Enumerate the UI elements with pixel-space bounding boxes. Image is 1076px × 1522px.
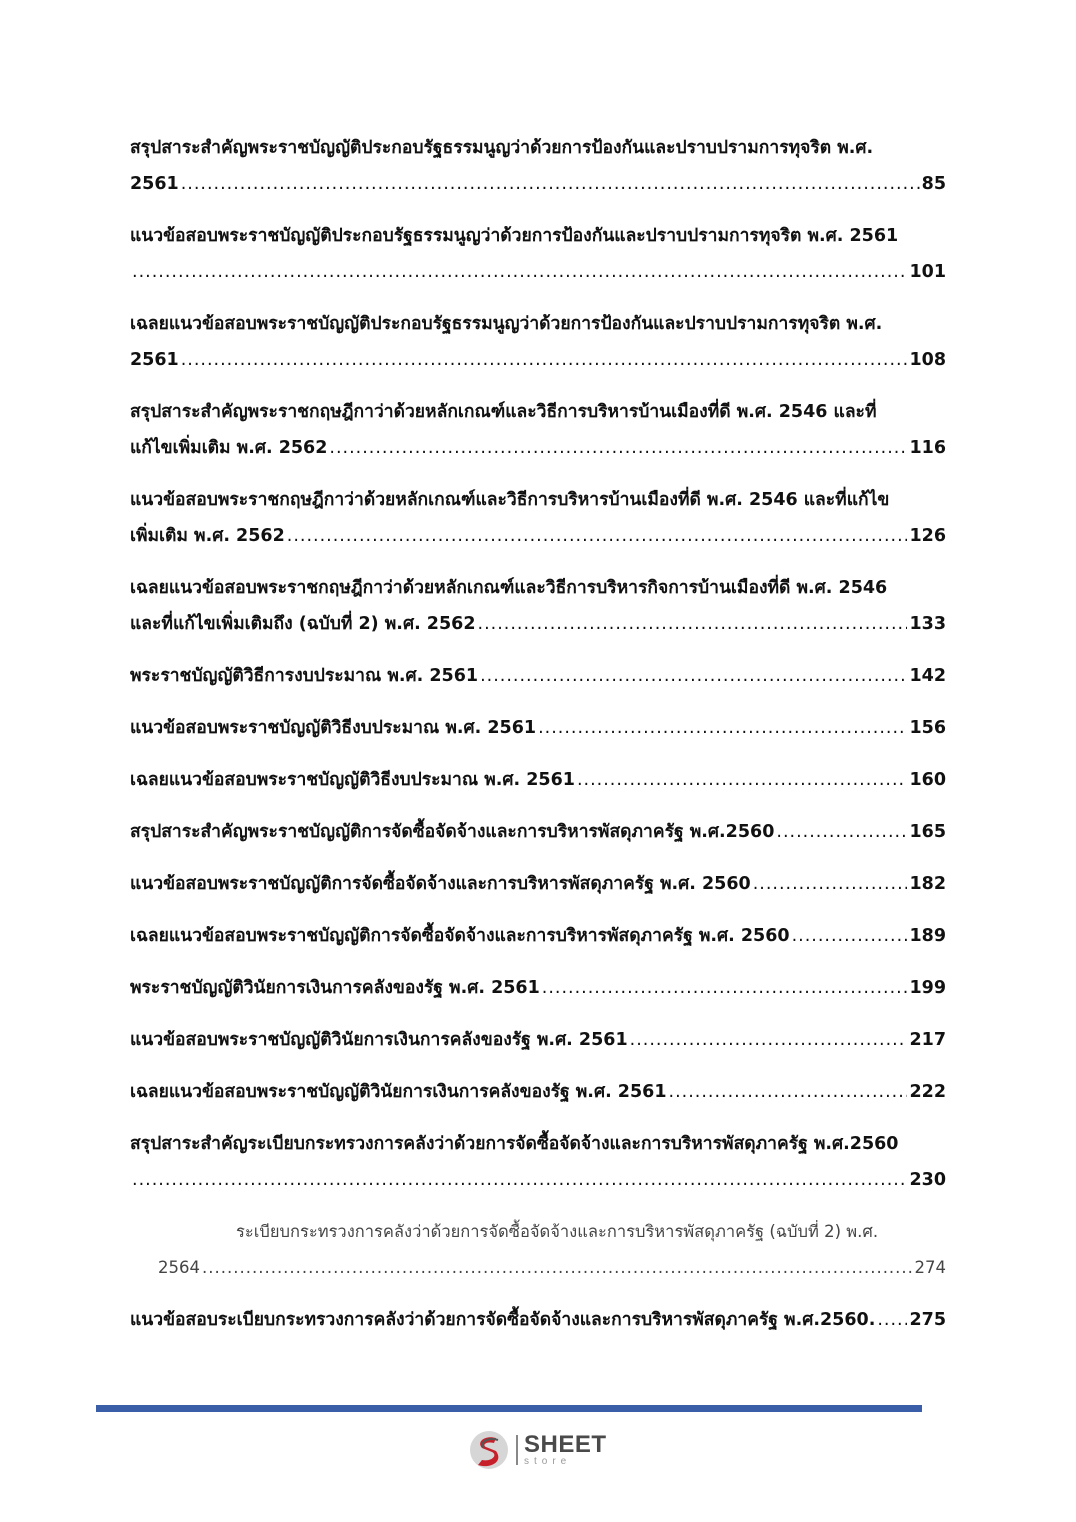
toc-entry-leader-line xyxy=(130,866,946,902)
toc-entry-leader-line xyxy=(130,1250,946,1286)
toc-entry-leader-line xyxy=(130,606,946,642)
toc-entry-title-continued: เฉลยแนวข้อสอบพระราชบัญญัติวินัยการเงินการคลังของรัฐ พ.ศ. 2561 xyxy=(130,1082,667,1102)
dot-leader xyxy=(202,1250,913,1286)
toc-entry-title-continued: 2561 xyxy=(130,350,179,370)
toc-entry-leader-line xyxy=(130,710,946,746)
toc-entry-leader-line xyxy=(130,918,946,954)
toc-page-number: 230 xyxy=(909,1170,946,1190)
logo-name: SHEET xyxy=(524,1431,607,1458)
toc-entry[interactable] xyxy=(130,1022,946,1058)
toc-page-number: 165 xyxy=(909,822,946,842)
logo-text xyxy=(524,1433,607,1467)
logo-subtitle: store xyxy=(524,1456,572,1467)
toc-entry-title-continued: แนวข้อสอบพระราชบัญญัติวิธีงบประมาณ พ.ศ. 2561 xyxy=(130,718,537,738)
toc-entry-leader-line xyxy=(130,1074,946,1110)
toc-entry-leader-line xyxy=(130,970,946,1006)
toc-entry[interactable] xyxy=(130,1214,946,1286)
toc-entry-title-continued: แนวข้อสอบระเบียบกระทรวงการคลังว่าด้วยการจัดซื้อจัดจ้างและการบริหารพัสดุภาครัฐ พ.ศ.2560. xyxy=(130,1310,876,1330)
toc-entry-leader-line xyxy=(130,342,946,378)
toc-entry-title-continued: เพิ่มเติม พ.ศ. 2562 xyxy=(130,526,285,546)
dot-leader xyxy=(753,866,908,902)
dot-leader xyxy=(630,1022,908,1058)
toc-entry-title-continued: แก้ไขเพิ่มเติม พ.ศ. 2562 xyxy=(130,438,328,458)
toc-entry-title-continued: พระราชบัญญัติวิธีการงบประมาณ พ.ศ. 2561 xyxy=(130,666,479,686)
dot-leader xyxy=(181,342,908,378)
toc-entry[interactable] xyxy=(130,1302,946,1338)
toc-page-number: 274 xyxy=(914,1258,946,1277)
table-of-contents xyxy=(130,130,946,1354)
toc-page-number: 85 xyxy=(921,174,946,194)
toc-entry[interactable] xyxy=(130,306,946,378)
dot-leader xyxy=(792,918,908,954)
toc-page-number: 126 xyxy=(909,526,946,546)
toc-page-number: 142 xyxy=(909,666,946,686)
toc-entry-title: เฉลยแนวข้อสอบพระราชบัญญัติประกอบรัฐธรรมนูญว่าด้วยการป้องกันและปราบปรามการทุจริต พ.ศ. xyxy=(130,314,883,334)
toc-entry[interactable] xyxy=(130,130,946,202)
dot-leader xyxy=(480,658,907,694)
toc-entry-title: แนวข้อสอบพระราชกฤษฎีกาว่าด้วยหลักเกณฑ์และวิธีการบริหารบ้านเมืองที่ดี พ.ศ. 2546 และที่แก้ไข xyxy=(130,490,890,510)
toc-entry[interactable] xyxy=(130,218,946,290)
sheet-store-logo xyxy=(468,1428,607,1472)
toc-page-number: 182 xyxy=(909,874,946,894)
toc-entry-title-continued: แนวข้อสอบพระราชบัญญัติการจัดซื้อจัดจ้างและการบริหารพัสดุภาครัฐ พ.ศ. 2560 xyxy=(130,874,751,894)
toc-page-number: 189 xyxy=(909,926,946,946)
footer-rule xyxy=(96,1405,922,1412)
toc-page-number: 156 xyxy=(909,718,946,738)
logo-separator xyxy=(516,1435,518,1465)
toc-entry-leader-line xyxy=(130,1022,946,1058)
toc-entry-leader-line xyxy=(130,166,946,202)
toc-entry-leader-line xyxy=(130,1302,946,1338)
toc-entry-title: สรุปสาระสำคัญพระราชกฤษฎีกาว่าด้วยหลักเกณฑ์และวิธีการบริหารบ้านเมืองที่ดี พ.ศ. 2546 และที่ xyxy=(130,402,877,422)
toc-entry-title: สรุปสาระสำคัญระเบียบกระทรวงการคลังว่าด้วยการจัดซื้อจัดจ้างและการบริหารพัสดุภาครัฐ พ.ศ.2560 xyxy=(130,1134,899,1154)
toc-entry-leader-line xyxy=(130,254,946,290)
toc-entry-title-continued: สรุปสาระสำคัญพระราชบัญญัติการจัดซื้อจัดจ้างและการบริหารพัสดุภาครัฐ พ.ศ.2560 xyxy=(130,822,775,842)
toc-entry-title-continued: เฉลยแนวข้อสอบพระราชบัญญัติวิธีงบประมาณ พ.ศ. 2561 xyxy=(130,770,575,790)
dot-leader xyxy=(478,606,908,642)
toc-page-number: 116 xyxy=(909,438,946,458)
toc-entry[interactable] xyxy=(130,866,946,902)
toc-entry-title-continued: แนวข้อสอบพระราชบัญญัติวินัยการเงินการคลังของรัฐ พ.ศ. 2561 xyxy=(130,1030,628,1050)
toc-entry-leader-line xyxy=(130,1162,946,1198)
toc-entry-leader-line xyxy=(130,814,946,850)
toc-entry-leader-line xyxy=(130,762,946,798)
dot-leader xyxy=(181,166,920,202)
toc-entry-title-continued: 2561 xyxy=(130,174,179,194)
dot-leader xyxy=(542,970,908,1006)
toc-entry-title: สรุปสาระสำคัญพระราชบัญญัติประกอบรัฐธรรมนูญว่าด้วยการป้องกันและปราบปรามการทุจริต พ.ศ. xyxy=(130,138,874,158)
toc-page-number: 101 xyxy=(909,262,946,282)
dot-leader xyxy=(877,1302,907,1338)
dot-leader xyxy=(776,814,907,850)
toc-entry-title-continued: เฉลยแนวข้อสอบพระราชบัญญัติการจัดซื้อจัดจ้างและการบริหารพัสดุภาครัฐ พ.ศ. 2560 xyxy=(130,926,790,946)
toc-entry[interactable] xyxy=(130,394,946,466)
toc-entry-title-continued: พระราชบัญญัติวินัยการเงินการคลังของรัฐ พ.ศ. 2561 xyxy=(130,978,540,998)
toc-entry[interactable] xyxy=(130,658,946,694)
toc-entry-title: เฉลยแนวข้อสอบพระราชกฤษฎีกาว่าด้วยหลักเกณฑ์และวิธีการบริหารกิจการบ้านเมืองที่ดี พ.ศ. 2546 xyxy=(130,578,888,598)
toc-page-number: 275 xyxy=(909,1310,946,1330)
dot-leader xyxy=(132,254,907,290)
toc-page-number: 217 xyxy=(909,1030,946,1050)
toc-entry[interactable] xyxy=(130,1074,946,1110)
dot-leader xyxy=(132,1162,907,1198)
toc-entry[interactable] xyxy=(130,1126,946,1198)
dot-leader xyxy=(287,518,908,554)
toc-entry-leader-line xyxy=(130,430,946,466)
toc-page-number: 108 xyxy=(909,350,946,370)
toc-entry-leader-line xyxy=(130,658,946,694)
toc-entry-title-continued: 2564 xyxy=(158,1258,200,1277)
sheet-store-s-logo-icon xyxy=(468,1429,510,1471)
toc-entry[interactable] xyxy=(130,482,946,554)
dot-leader xyxy=(669,1074,908,1110)
toc-page-number: 133 xyxy=(909,614,946,634)
toc-page-number: 222 xyxy=(909,1082,946,1102)
toc-page-number: 199 xyxy=(909,978,946,998)
toc-entry-title-continued: และที่แก้ไขเพิ่มเติมถึง (ฉบับที่ 2) พ.ศ. 2562 xyxy=(130,614,476,634)
toc-entry[interactable] xyxy=(130,762,946,798)
toc-entry[interactable] xyxy=(130,918,946,954)
toc-entry[interactable] xyxy=(130,814,946,850)
toc-entry[interactable] xyxy=(130,970,946,1006)
dot-leader xyxy=(577,762,908,798)
toc-entry-leader-line xyxy=(130,518,946,554)
toc-entry-title: ระเบียบกระทรวงการคลังว่าด้วยการจัดซื้อจัดจ้างและการบริหารพัสดุภาครัฐ (ฉบับที่ 2) พ.ศ. xyxy=(236,1222,879,1241)
toc-entry-title: แนวข้อสอบพระราชบัญญัติประกอบรัฐธรรมนูญว่าด้วยการป้องกันและปราบปรามการทุจริต พ.ศ. 2561 xyxy=(130,226,899,246)
toc-entry[interactable] xyxy=(130,570,946,642)
toc-page-number: 160 xyxy=(909,770,946,790)
dot-leader xyxy=(538,710,907,746)
toc-entry[interactable] xyxy=(130,710,946,746)
dot-leader xyxy=(329,430,907,466)
